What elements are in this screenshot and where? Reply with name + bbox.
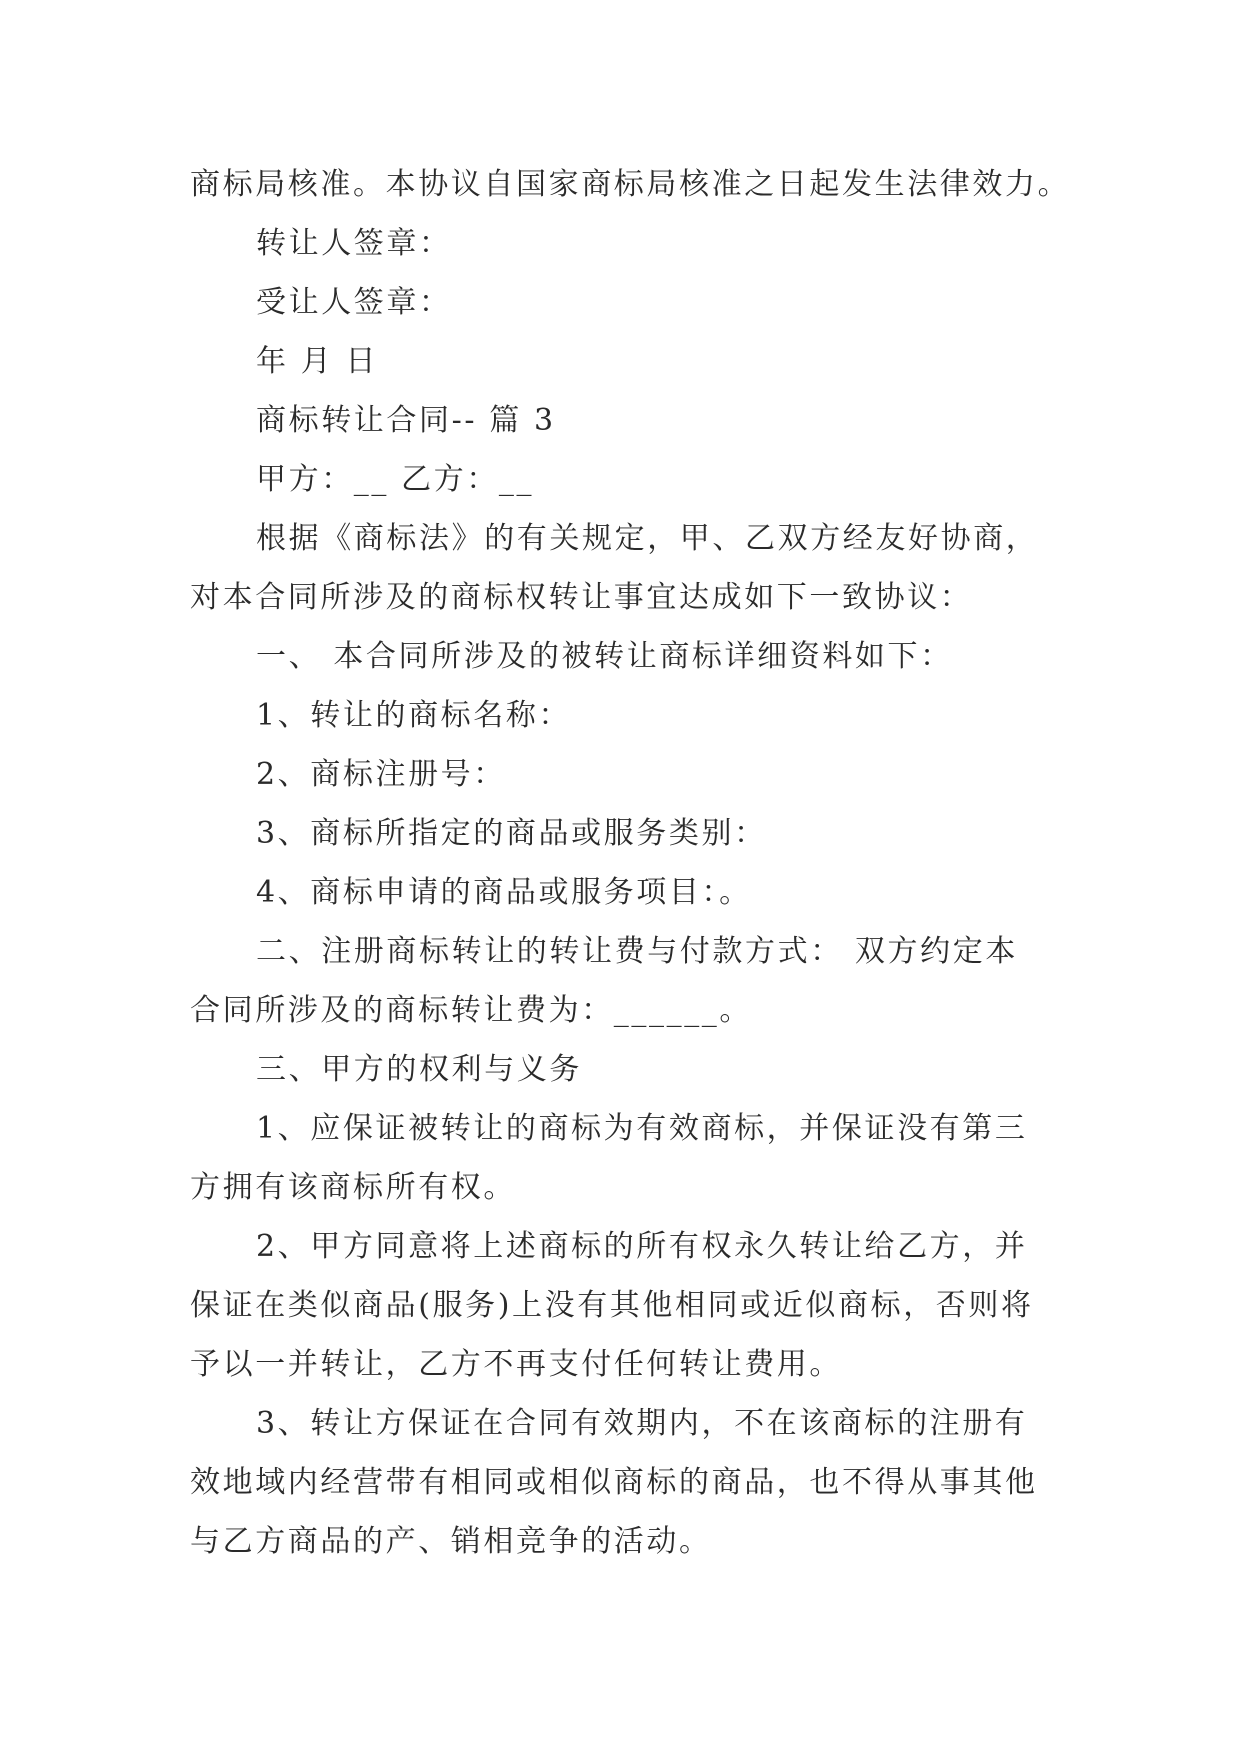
- list-item: 1、转让的商标名称：: [256, 698, 572, 733]
- transferor-signature-line: 转让人签章：: [256, 226, 452, 261]
- text-line: 根据《商标法》的有关规定，甲、乙双方经友好协商，: [256, 521, 1039, 556]
- list-item: 3、转让方保证在合同有效期内，不在该商标的注册有: [256, 1406, 1028, 1441]
- text-line: 方拥有该商标所有权。: [190, 1170, 516, 1205]
- list-item: 1、应保证被转让的商标为有效商标，并保证没有第三: [256, 1111, 1028, 1146]
- list-item: 4、商标申请的商品或服务项目：。: [256, 875, 752, 910]
- section-title: 商标转让合同-- 篇 3: [256, 403, 556, 438]
- clause-heading: 二、注册商标转让的转让费与付款方式： 双方约定本: [256, 934, 1018, 969]
- clause-heading: 三、甲方的权利与义务: [256, 1052, 582, 1087]
- text-line: 与乙方商品的产、销相竞争的活动。: [190, 1524, 712, 1559]
- text-line: 商标局核准。本协议自国家商标局核准之日起发生法律效力。: [190, 167, 1071, 202]
- list-item: 2、商标注册号：: [256, 757, 506, 792]
- text-line: 对本合同所涉及的商标权转让事宜达成如下一致协议：: [190, 580, 973, 615]
- parties-line: 甲方：__ 乙方：__: [256, 462, 535, 497]
- clause-heading: 一、 本合同所涉及的被转让商标详细资料如下：: [256, 639, 953, 674]
- text-line: 予以一并转让，乙方不再支付任何转让费用。: [190, 1347, 842, 1382]
- date-line: 年 月 日: [256, 344, 379, 379]
- list-item: 3、商标所指定的商品或服务类别：: [256, 816, 767, 851]
- text-line: 保证在类似商品(服务)上没有其他相同或近似商标，否则将: [190, 1288, 1034, 1323]
- text-line: 效地域内经营带有相同或相似商标的商品，也不得从事其他: [190, 1465, 1038, 1500]
- transferee-signature-line: 受让人签章：: [256, 285, 452, 320]
- contract-text: [190, 155, 1070, 1571]
- text-line: 合同所涉及的商标转让费为：______。: [190, 993, 752, 1028]
- list-item: 2、甲方同意将上述商标的所有权永久转让给乙方，并: [256, 1229, 1028, 1264]
